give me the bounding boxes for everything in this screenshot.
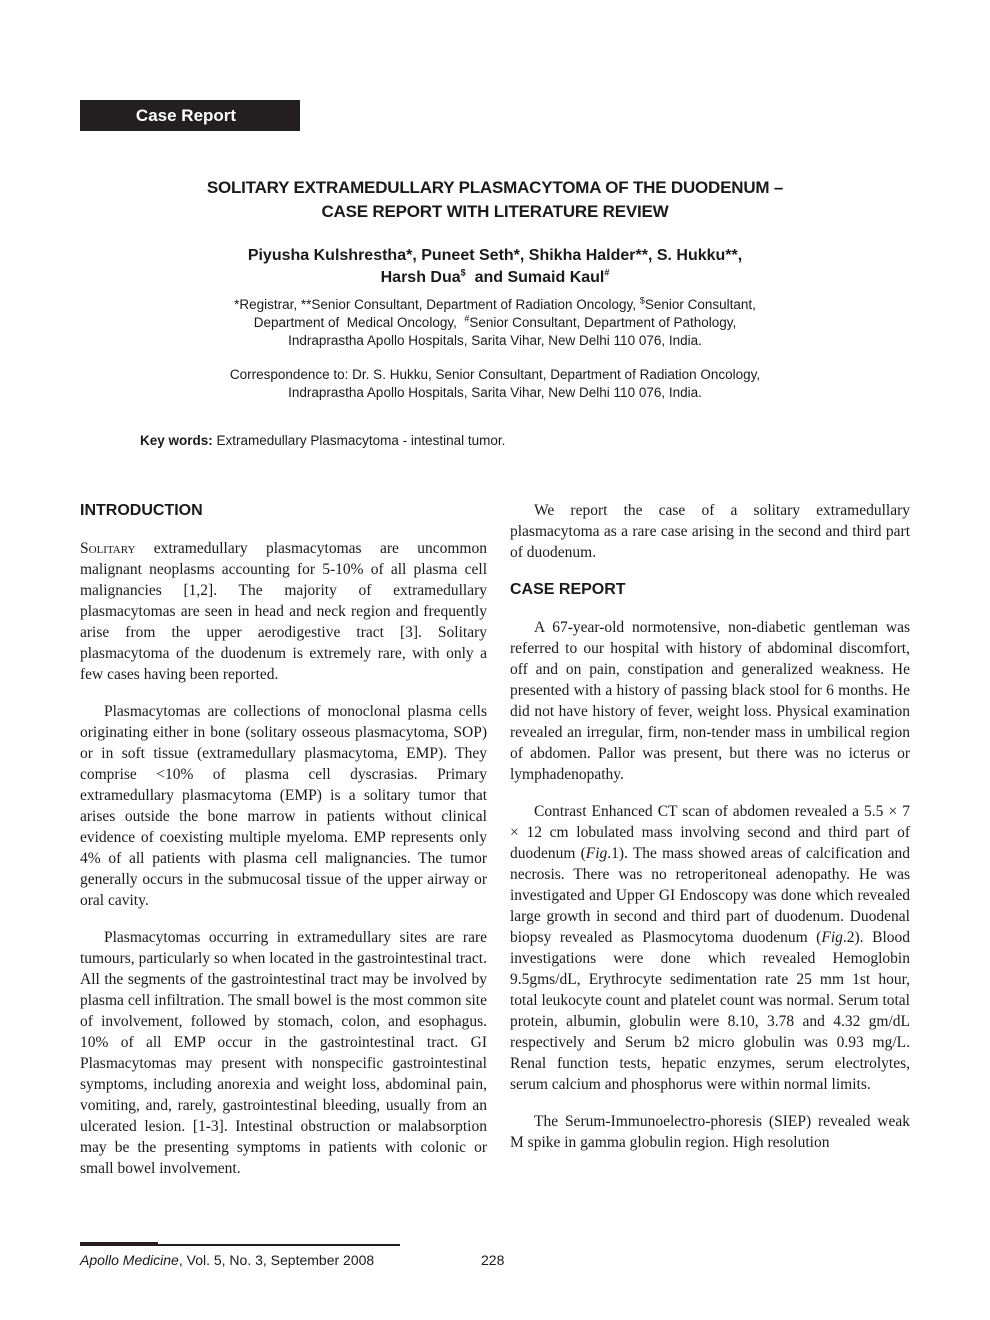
case-paragraph-3: The Serum-Immunoelectro-phoresis (SIEP) revealed weak M spike in gamma globulin region. High resolution xyxy=(510,1113,910,1151)
affiliation-text: Department of Medical Oncology, xyxy=(253,315,465,330)
title-line-2: CASE REPORT WITH LITERATURE REVIEW xyxy=(321,202,669,221)
case-paragraph-2 xyxy=(510,801,910,1095)
correspondence xyxy=(80,366,910,402)
citation-detail: , Vol. 5, No. 3, September 2008 xyxy=(178,1252,375,1268)
intro-paragraph-2: Plasmacytomas are collections of monoclonal plasma cells originating either in bone (solitary osseous plasmacytoma, SOP) or in soft tissue (extramedullary plasmacytoma, EMP). They comprise <10% of plasma cell dyscrasias. Primary extramedullary plasmacytoma (EMP) is a solitary tumor that arises outside the bone marrow in patients without clinical evidence of coexisting multiple myeloma. EMP represents only 4% of all patients with plasma cell malignancies. The tumor generally occurs in the submucosal tissue of the upper airway or oral cavity. xyxy=(80,703,487,909)
affiliation-text: *Registrar, **Senior Consultant, Department of Radiation Oncology, xyxy=(234,297,640,312)
section-tag: Case Report xyxy=(80,100,300,131)
affiliations xyxy=(80,296,910,350)
correspondence-line-2: Indraprastha Apollo Hospitals, Sarita Vihar, New Delhi 110 076, India. xyxy=(288,385,702,400)
footer-citation xyxy=(80,1251,374,1269)
footer-rule xyxy=(80,1244,400,1246)
intro-paragraph-1-text: extramedullary plasmacytomas are uncommon malignant neoplasms accounting for 5-10% of all plasma cell malignancies [1,2]. The majority of extramedullary plasmacytomas are seen in head and neck region and frequently arise from the upper aerodigestive tract [3]. Solitary plasmacytoma of the duodenum is extremely rare, with only a few cases having been reported. xyxy=(80,540,487,683)
affiliation-mark: $ xyxy=(639,295,645,306)
affiliation-text: Senior Consultant, Department of Pathology, xyxy=(469,315,737,330)
drop-word: Solitary xyxy=(80,540,136,557)
journal-name: Apollo Medicine xyxy=(80,1252,179,1268)
case-paragraph-2-text: .2). Blood investigations were done which revealed Hemoglobin 9.5gms/dL, Erythrocyte sedimentation rate 25 mm 1st hour, total leukocyte count and platelet count was normal. Serum total protein, albumin, globulin were 8.10, 3.78 and 4.32 gm/dL respectively and Serum b2 micro globulin was 0.93 mg/L. Renal function tests, hepatic enzymes, serum electrolytes, serum calcium and phosphorus were within normal limits. xyxy=(510,929,910,1093)
authors-line-2 xyxy=(80,267,910,289)
affiliation-line-3: Indraprastha Apollo Hospitals, Sarita Vihar, New Delhi 110 076, India. xyxy=(288,333,702,348)
case-paragraph-2-text: Contrast Enhanced CT scan of abdomen revealed a 5.5 × 7 × 12 cm lobulated mass involving second and third part of duodenum ( xyxy=(510,803,910,862)
affiliation-line-2 xyxy=(80,314,910,332)
intro-paragraph-3: Plasmacytomas occurring in extramedullary sites are rare tumours, particularly so when located in the gastrointestinal tract. All the segments of the gastrointestinal tract may be involved by plasma cell infiltration. The small bowel is the most common site of involvement, followed by stomach, colon, and esophagus. 10% of all EMP occur in the gastrointestinal tract. GI Plasmacytomas may present with nonspecific gastrointestinal symptoms, including anorexia and weight loss, abdominal pain, vomiting, and, rarely, gastrointestinal bleeding, usually from an ulcerated lesion. [1-3]. Intestinal obstruction or malabsorption may be the presenting symptoms in patients with colonic or small bowel involvement. xyxy=(80,929,487,1177)
case-report-heading: CASE REPORT xyxy=(510,581,626,598)
keywords-text: Extramedullary Plasmacytoma - intestinal tumor. xyxy=(212,433,506,448)
case-paragraph-2-text: .1). The mass showed areas of calcification and necrosis. There was no retroperitoneal adenopathy. He was investigated and Upper GI Endoscopy was done which revealed large growth in second and third part of duodenum. Duodenal biopsy revealed as Plasmocytoma duodenum ( xyxy=(510,845,910,946)
author-mark: # xyxy=(604,267,610,278)
keywords xyxy=(140,432,505,450)
left-column xyxy=(80,500,487,1179)
affiliation-line-1 xyxy=(80,296,910,314)
figure-ref: Fig xyxy=(821,929,843,946)
title-line-1: SOLITARY EXTRAMEDULLARY PLASMACYTOMA OF THE DUODENUM – xyxy=(206,178,784,197)
intro-paragraph-1 xyxy=(80,538,487,685)
affiliation-text: Senior Consultant, xyxy=(644,297,756,312)
author-mark: $ xyxy=(460,267,466,278)
right-column xyxy=(510,500,910,1153)
authors-line-1: Piyusha Kulshrestha*, Puneet Seth*, Shikha Halder**, S. Hukku**, xyxy=(247,247,743,264)
author-name: and Sumaid Kaul xyxy=(474,269,605,286)
figure-ref: Fig xyxy=(585,845,608,862)
case-paragraph-1: A 67-year-old normotensive, non-diabetic gentleman was referred to our hospital with history of abdominal discomfort, off and on pain, constipation and generalized weakness. He presented with a history of passing black stool for 6 months. He did not have history of fever, weight loss. Physical examination revealed an irregular, firm, non-tender mass in umbilical region of abdomen. Pallor was present, but there was no icterus or lymphadenopathy. xyxy=(510,619,910,783)
page-number: 228 xyxy=(481,1252,505,1268)
affiliation-mark: # xyxy=(464,313,470,324)
correspondence-line-1: Correspondence to: Dr. S. Hukku, Senior Consultant, Department of Radiation Oncology, xyxy=(229,367,761,382)
report-intro-paragraph: We report the case of a solitary extramedullary plasmacytoma as a rare case arising in the second and third part of duodenum. xyxy=(510,502,910,561)
author-name: Harsh Dua xyxy=(380,269,461,286)
author-list xyxy=(80,245,910,289)
intro-heading: INTRODUCTION xyxy=(80,502,203,519)
article-title xyxy=(80,176,910,224)
keywords-label: Key words: xyxy=(140,433,213,448)
